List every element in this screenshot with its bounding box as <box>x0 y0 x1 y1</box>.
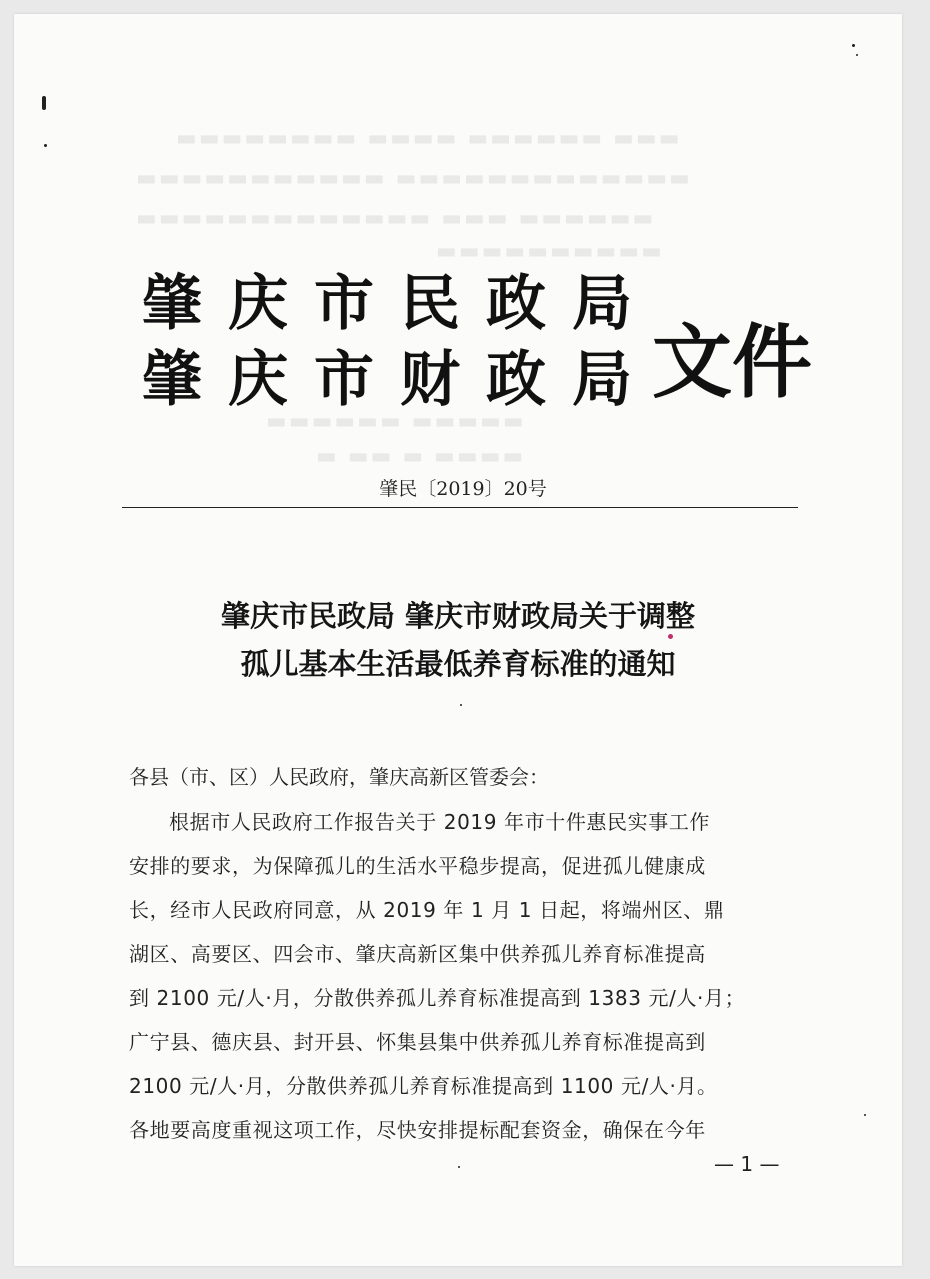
bleed-through-texture: ▬▬▬▬▬▬ ▬▬▬ ▬▬▬▬▬▬▬▬▬▬▬▬▬ <box>134 206 654 231</box>
body-paragraph-line: 湖区、高要区、四会市、肇庆高新区集中供养孤儿养育标准提高 <box>129 942 706 966</box>
ink-mark <box>668 634 673 639</box>
bleed-through-texture: ▬▬▬▬▬▬▬▬▬▬▬▬▬ ▬▬▬▬▬▬▬▬▬▬▬ <box>134 166 690 191</box>
notice-title-line-2: 孤儿基本生活最低养育标准的通知 <box>240 647 676 681</box>
body-paragraph-line: 安排的要求，为保障孤儿的生活水平稳步提高，促进孤儿健康成 <box>129 854 706 878</box>
bleed-through-texture: ▬▬▬▬▬▬▬▬▬▬ <box>434 239 662 264</box>
page-number: — 1 — <box>714 1152 780 1176</box>
bleed-through-texture: ▬▬▬▬ ▬ ▬▬ ▬ <box>314 444 524 469</box>
body-paragraph-line: 到 2100 元/人·月，分散供养孤儿养育标准提高到 1383 元/人·月； <box>129 986 746 1010</box>
header-divider <box>122 507 798 508</box>
issuing-organizations <box>142 266 658 418</box>
org-line-civil-affairs: 肇庆市民政局 <box>142 269 658 339</box>
org-line-finance: 肇庆市财政局 <box>142 345 658 415</box>
scan-speck <box>42 96 46 110</box>
scan-speck <box>856 54 858 56</box>
addressee: 各县（市、区）人民政府，肇庆高新区管委会： <box>129 765 549 789</box>
scan-speck <box>460 704 462 706</box>
notice-title-line-1: 肇庆市民政局 肇庆市财政局关于调整 <box>220 599 696 633</box>
bleed-through-texture: ▬▬▬▬▬ ▬▬▬▬▬▬ <box>264 409 524 434</box>
scan-speck <box>458 1166 460 1168</box>
scan-speck <box>44 144 47 147</box>
scan-speck <box>852 44 855 47</box>
body-paragraph-line: 2100 元/人·月，分散供养孤儿养育标准提高到 1100 元/人·月。 <box>129 1074 718 1098</box>
body-paragraph-line: 广宁县、德庆县、封开县、怀集县集中供养孤儿养育标准提高到 <box>129 1030 706 1054</box>
scan-speck <box>864 1114 866 1116</box>
document-type-label: 文件 <box>652 315 812 409</box>
body-paragraph-line: 根据市人民政府工作报告关于 2019 年市十件惠民实事工作 <box>169 810 711 834</box>
document-number: 肇民〔2019〕20号 <box>379 478 547 500</box>
bleed-through-texture: ▬▬▬ ▬▬▬▬▬▬ ▬▬▬▬ ▬▬▬▬▬▬▬▬ <box>174 126 680 151</box>
body-paragraph-line: 各地要高度重视这项工作，尽快安排提标配套资金，确保在今年 <box>129 1118 706 1142</box>
document-page <box>14 14 902 1266</box>
body-paragraph-line: 长，经市人民政府同意，从 2019 年 1 月 1 日起，将端州区、鼎 <box>129 898 725 922</box>
